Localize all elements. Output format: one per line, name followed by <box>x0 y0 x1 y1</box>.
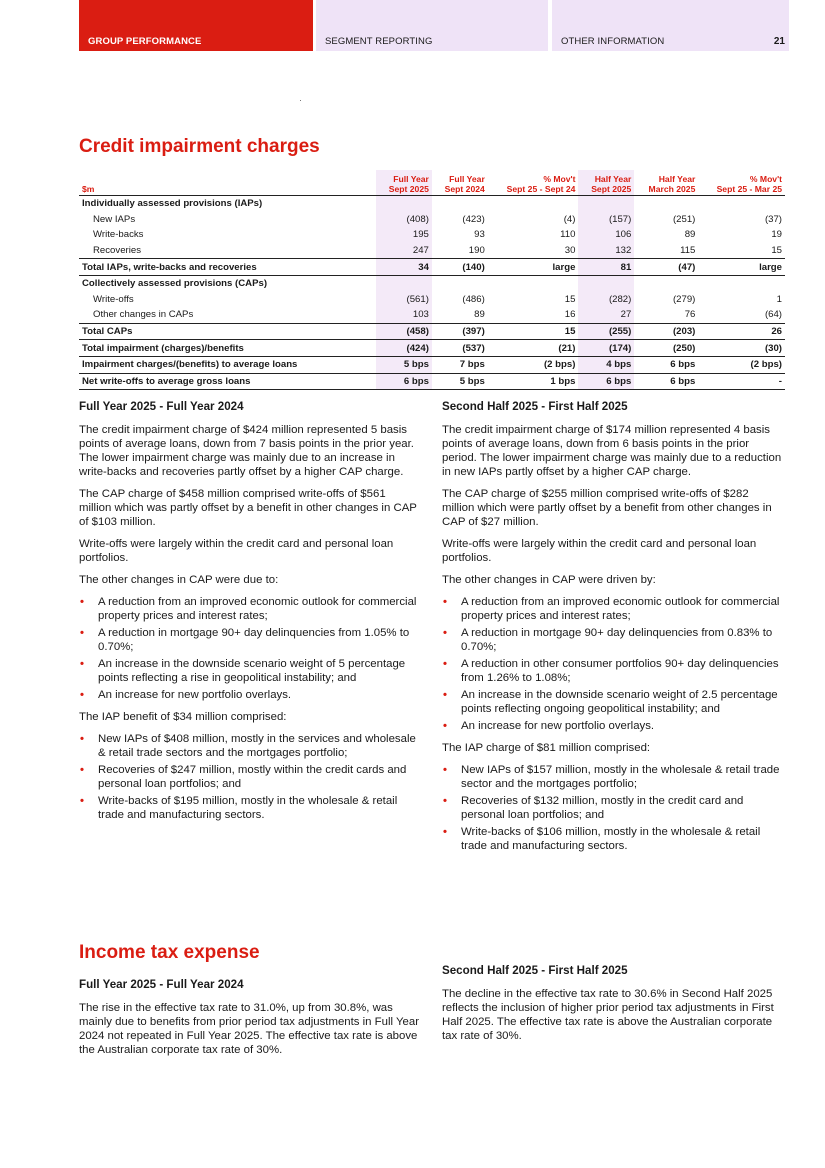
subsection-heading: Full Year 2025 - Full Year 2024 <box>79 400 244 413</box>
list-item-text: An increase in the downside scenario weight of 2.5 percentage points reflecting ongoing geopolitical instability; and <box>461 689 778 715</box>
table-row <box>79 340 785 357</box>
bullet-icon: • <box>443 627 447 639</box>
table-cell: 195 <box>376 227 432 243</box>
list-item-text: New IAPs of $157 million, mostly in the wholesale & retail trade sector and the mortgages portfolio; <box>461 764 780 790</box>
row-label: Collectively assessed provisions (CAPs) <box>82 278 268 290</box>
subsection-heading: Full Year 2025 - Full Year 2024 <box>79 978 244 991</box>
table-cell: (157) <box>578 212 634 228</box>
paragraph: The CAP charge of $255 million comprised write-offs of $282 million which were partly offset by a benefit from other changes in CAP of $27 million. <box>442 488 772 528</box>
list-item-text: Recoveries of $132 million, mostly in the credit card and personal loan portfolios; and <box>461 795 744 821</box>
table-cell: (21) <box>488 340 579 357</box>
table-cell: (37) <box>764 213 782 225</box>
table-cell: (279) <box>672 293 696 305</box>
table-row <box>79 196 785 212</box>
page-number: 21 <box>773 36 785 47</box>
paragraph: Write-offs were largely within the credit card and personal loan portfolios. <box>442 538 757 564</box>
list-item <box>442 825 784 853</box>
row-label: Total IAPs, write-backs and recoveries <box>79 259 376 276</box>
credit-impairment-table <box>79 170 785 390</box>
list-item-text: Write-backs of $106 million, mostly in the wholesale & retail trade and manufacturing sectors. <box>461 826 761 852</box>
table-cell: 110 <box>560 229 576 241</box>
table-cell: large <box>698 259 785 276</box>
table-cell: 7 bps <box>432 356 488 373</box>
tab-group-performance[interactable]: GROUP PERFORMANCE <box>79 0 313 51</box>
table-cell <box>376 275 432 291</box>
unit-header: $m <box>79 170 376 196</box>
list-item-text: A reduction in other consumer portfolios 90+ day delinquencies from 1.26% to 1.08%; <box>461 658 779 684</box>
table-cell: (408) <box>376 212 432 228</box>
bullet-icon: • <box>80 658 84 670</box>
bullet-icon: • <box>80 627 84 639</box>
row-label: Other changes in CAPs <box>93 309 194 321</box>
table-cell <box>698 196 785 212</box>
table-cell: 5 bps <box>376 356 432 373</box>
table-cell: 4 bps <box>578 356 634 373</box>
col-header-fy-sep25: Full Year Sept 2025 <box>376 170 432 196</box>
list-item <box>442 657 784 685</box>
table-cell: large <box>488 259 579 276</box>
table-cell: 190 <box>468 245 485 257</box>
table-row <box>79 227 785 243</box>
table-cell: 1 bps <box>488 373 579 390</box>
bullet-icon: • <box>80 733 84 745</box>
list-item <box>442 794 784 822</box>
table-cell: (2 bps) <box>488 356 579 373</box>
paragraph: Write-offs were largely within the credit card and personal loan portfolios. <box>79 538 394 564</box>
list-item-text: Recoveries of $247 million, mostly within the credit cards and personal loan portfolios; and <box>98 764 407 790</box>
table-cell: 89 <box>684 229 696 241</box>
row-label: New IAPs <box>93 213 136 225</box>
paragraph: The decline in the effective tax rate to 30.6% in Second Half 2025 reflects the inclusion of higher prior period tax adjustments in First Half 2025. The effective tax rate is above the Australian corporate tax rate of 30%. <box>442 988 774 1042</box>
col-header-hy-sep25: Half Year Sept 2025 <box>578 170 634 196</box>
table-cell: (458) <box>376 323 432 340</box>
list-item-text: A reduction in mortgage 90+ day delinquencies from 0.83% to 0.70%; <box>461 627 773 653</box>
subsection-heading: Second Half 2025 - First Half 2025 <box>442 964 628 977</box>
table-row <box>79 307 785 323</box>
table-cell: 15 <box>564 293 576 305</box>
table-cell <box>578 275 634 291</box>
list-item-text: An increase in the downside scenario weight of 5 percentage points reflecting a rise in geopolitical instability; and <box>98 658 406 684</box>
table-cell: 103 <box>376 307 432 323</box>
bullet-icon: • <box>80 689 84 701</box>
col-header-fy-sep24: Full Year Sept 2024 <box>432 170 488 196</box>
list-item <box>442 719 784 733</box>
row-label: Net write-offs to average gross loans <box>79 373 376 390</box>
table-cell: (174) <box>578 340 634 357</box>
table-cell <box>488 196 579 212</box>
table-cell: (4) <box>563 213 576 225</box>
tax-half-year-commentary <box>442 964 784 1051</box>
income-tax-title: Income tax expense <box>79 942 260 963</box>
table-cell <box>578 196 634 212</box>
table-cell: 81 <box>578 259 634 276</box>
table-row <box>79 275 785 291</box>
tab-other-information-label: OTHER INFORMATION <box>561 36 665 47</box>
list-item-text: An increase for new portfolio overlays. <box>98 689 292 701</box>
table-row <box>79 323 785 340</box>
bullet-icon: • <box>443 826 447 838</box>
table-cell <box>376 196 432 212</box>
list-item <box>79 657 421 685</box>
table-cell: 16 <box>564 309 576 321</box>
table-cell: 6 bps <box>634 373 698 390</box>
table-cell: (251) <box>672 213 696 225</box>
list-item <box>442 595 784 623</box>
table-cell: (486) <box>462 293 485 305</box>
paragraph: The CAP charge of $458 million comprised write-offs of $561 million which was partly offset by a benefit in other changes in CAP of $103 million. <box>79 488 417 528</box>
table-cell: (561) <box>376 292 432 308</box>
row-label: Write-offs <box>93 293 134 305</box>
table-body <box>79 196 785 390</box>
table-cell: 89 <box>474 309 485 321</box>
table-row <box>79 243 785 259</box>
stray-mark <box>300 100 301 101</box>
bullet-list <box>442 763 784 853</box>
table-cell: (2 bps) <box>698 356 785 373</box>
table-cell: 1 <box>776 293 782 305</box>
credit-full-year-commentary <box>79 400 421 830</box>
tab-segment-reporting[interactable]: SEGMENT REPORTING <box>316 0 548 51</box>
row-label: Recoveries <box>93 245 141 257</box>
table-row <box>79 259 785 276</box>
bullet-icon: • <box>443 720 447 732</box>
list-item-text: A reduction in mortgage 90+ day delinquencies from 1.05% to 0.70%; <box>98 627 410 653</box>
table-cell: 247 <box>376 243 432 259</box>
table-cell: (282) <box>578 292 634 308</box>
bullet-icon: • <box>443 764 447 776</box>
bullet-list <box>79 595 421 702</box>
col-header-hy-mov: % Mov't Sept 25 - Mar 25 <box>698 170 785 196</box>
table-cell: 132 <box>578 243 634 259</box>
table-cell: (64) <box>764 309 782 321</box>
table-cell: 15 <box>771 245 782 257</box>
table-cell: (203) <box>634 323 698 340</box>
list-item-text: A reduction from an improved economic outlook for commercial property prices and interest rates; <box>98 596 417 622</box>
list-item <box>79 794 421 822</box>
table-cell: 6 bps <box>376 373 432 390</box>
row-label: Write-backs <box>93 229 144 241</box>
col-header-fy-mov: % Mov't Sept 25 - Sept 24 <box>488 170 579 196</box>
row-label: Individually assessed provisions (IAPs) <box>82 198 263 210</box>
table-cell: 115 <box>680 245 696 257</box>
section-nav <box>79 0 789 51</box>
table-cell: (255) <box>578 323 634 340</box>
paragraph: The credit impairment charge of $174 million represented 4 basis points of average loans, down from 6 basis points in the prior period. The lower impairment charge was mainly due to a reduction in new IAPs partly offset by a higher CAP charge. <box>442 424 782 478</box>
list-item <box>442 688 784 716</box>
list-item <box>79 688 421 702</box>
table-cell <box>698 275 785 291</box>
table-cell: (537) <box>432 340 488 357</box>
bullet-icon: • <box>443 689 447 701</box>
table-cell <box>634 196 698 212</box>
table-cell: (397) <box>432 323 488 340</box>
paragraph: The other changes in CAP were due to: <box>79 574 279 586</box>
table-cell: - <box>698 373 785 390</box>
paragraph: The IAP charge of $81 million comprised: <box>442 742 651 754</box>
paragraph: The IAP benefit of $34 million comprised: <box>79 711 287 723</box>
paragraph: The rise in the effective tax rate to 31.0%, up from 30.8%, was mainly due to benefits from prior period tax adjustments in Full Year 2024 not repeated in Full Year 2025. The effective tax rate is above the Australian corporate tax rate of 30%. <box>79 1002 419 1056</box>
table-cell <box>432 275 488 291</box>
list-item-text: Write-backs of $195 million, mostly in the wholesale & retail trade and manufacturing sectors. <box>98 795 398 821</box>
list-item-text: An increase for new portfolio overlays. <box>461 720 655 732</box>
table-cell: 30 <box>564 245 576 257</box>
table-cell <box>634 275 698 291</box>
table-cell: 27 <box>578 307 634 323</box>
list-item <box>79 626 421 654</box>
credit-impairment-title: Credit impairment charges <box>79 136 320 157</box>
table-cell: 6 bps <box>634 356 698 373</box>
table-row <box>79 212 785 228</box>
table-row <box>79 292 785 308</box>
table-row <box>79 356 785 373</box>
table-cell <box>432 196 488 212</box>
bullet-icon: • <box>80 795 84 807</box>
row-label: Impairment charges/(benefits) to average loans <box>79 356 376 373</box>
list-item <box>442 763 784 791</box>
bullet-icon: • <box>80 764 84 776</box>
table-cell: 19 <box>771 229 782 241</box>
list-item <box>79 732 421 760</box>
list-item <box>442 626 784 654</box>
paragraph: The credit impairment charge of $424 million represented 5 basis points of average loans, down from 7 basis points in the prior year. The lower impairment charge was mainly due to an increase in write-backs and recoveries partly offset by a higher CAP charge. <box>79 424 414 478</box>
table-row <box>79 373 785 390</box>
table-cell: 6 bps <box>578 373 634 390</box>
list-item <box>79 763 421 791</box>
table-cell: 76 <box>684 309 696 321</box>
table-cell: 26 <box>698 323 785 340</box>
table-cell: (250) <box>634 340 698 357</box>
table-cell: 106 <box>578 227 634 243</box>
bullet-list <box>442 595 784 733</box>
tax-full-year-commentary <box>79 978 421 1065</box>
bullet-icon: • <box>80 596 84 608</box>
list-item-text: New IAPs of $408 million, mostly in the services and wholesale & retail trade sectors and the mortgages portfolio; <box>98 733 416 759</box>
table-cell <box>488 275 579 291</box>
list-item-text: A reduction from an improved economic outlook for commercial property prices and interest rates; <box>461 596 780 622</box>
table-cell: (30) <box>698 340 785 357</box>
table-cell: 5 bps <box>432 373 488 390</box>
bullet-icon: • <box>443 795 447 807</box>
table-header-row <box>79 170 785 196</box>
table-cell: 34 <box>376 259 432 276</box>
bullet-list <box>79 732 421 822</box>
row-label: Total CAPs <box>79 323 376 340</box>
table-cell: 93 <box>474 229 485 241</box>
col-header-hy-mar25: Half Year March 2025 <box>634 170 698 196</box>
credit-half-year-commentary <box>442 400 784 861</box>
table-cell: (140) <box>432 259 488 276</box>
table-cell: (423) <box>462 213 485 225</box>
row-label: Total impairment (charges)/benefits <box>79 340 376 357</box>
bullet-icon: • <box>443 658 447 670</box>
table-cell: (424) <box>376 340 432 357</box>
subsection-heading: Second Half 2025 - First Half 2025 <box>442 400 628 413</box>
tab-other-information[interactable] <box>552 0 789 51</box>
bullet-icon: • <box>443 596 447 608</box>
paragraph: The other changes in CAP were driven by: <box>442 574 656 586</box>
table-cell: (47) <box>634 259 698 276</box>
table-cell: 15 <box>488 323 579 340</box>
list-item <box>79 595 421 623</box>
